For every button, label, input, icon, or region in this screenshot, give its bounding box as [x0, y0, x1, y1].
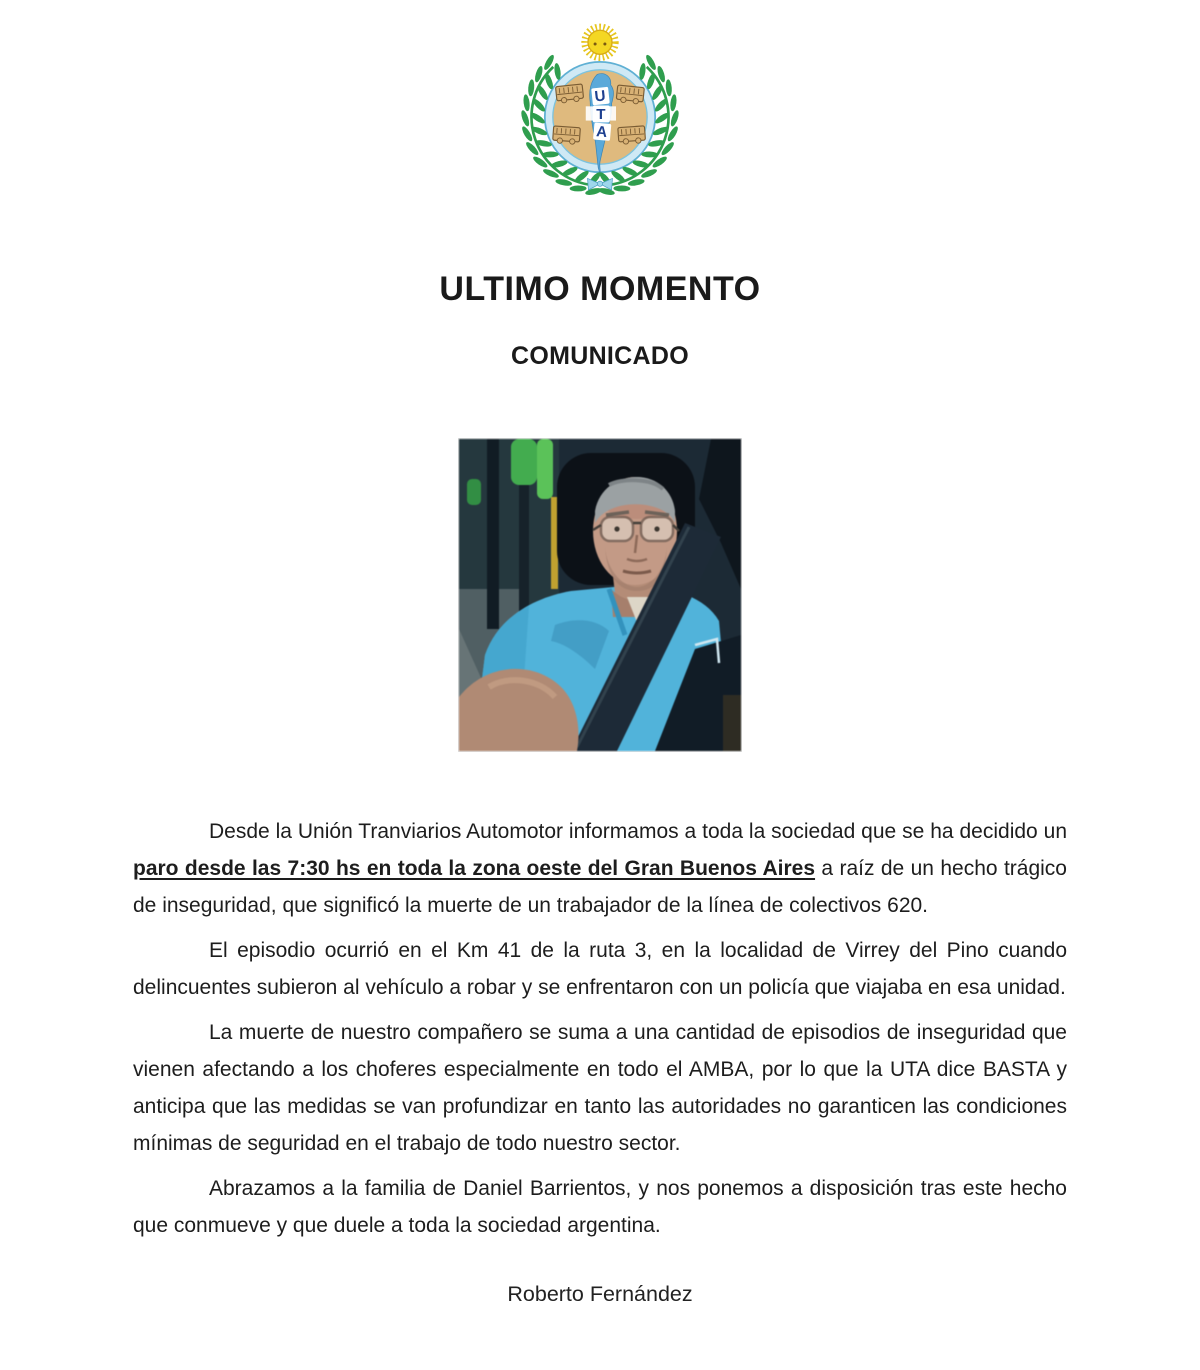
paragraph-4: Abrazamos a la familia de Daniel Barrientos, y nos ponemos a disposición tras este hecho que conmueve y que duele a toda la sociedad argentina.	[133, 1177, 1067, 1238]
driver-photo	[459, 439, 741, 751]
uta-letter-u: U	[593, 87, 607, 106]
uta-letter-t: T	[596, 105, 606, 123]
sun-icon	[585, 27, 615, 57]
paragraph-1-emphasis: paro desde las 7:30 hs en toda la zona oeste del Gran Buenos Aires	[133, 857, 816, 881]
uta-letter-a: A	[595, 123, 608, 142]
wreath-bow-icon	[588, 178, 613, 190]
paragraph-1	[133, 813, 1067, 924]
page-title: ULTIMO MOMENTO	[439, 269, 761, 308]
paragraph-1-tail: a raíz de un hecho trágico de inseguridad, que significó la muerte de un trabajador de la línea de colectivos 620.	[133, 857, 1067, 918]
uta-letters	[591, 87, 611, 141]
paragraph-3: La muerte de nuestro compañero se suma a una cantidad de episodios de inseguridad que vienen afectando a los choferes especialmente en todo el AMBA, por lo que la UTA dice BASTA y anticipa que las medidas se van profundizar en tanto las autoridades no garanticen las condiciones mínimas de seguridad en el trabajo de todo nuestro sector.	[133, 1021, 1067, 1156]
uta-logo-graphic	[511, 12, 689, 201]
driver-photo-illustration	[459, 439, 741, 751]
paragraph-1-lead: Desde la Unión Tranviarios Automotor informamos a toda la sociedad que se ha decidido un	[209, 820, 1067, 844]
paragraph-2: El episodio ocurrió en el Km 41 de la ruta 3, en la localidad de Virrey del Pino cuando delincuentes subieron al vehículo a robar y se enfrentaron con un policía que viajaba en esa unidad.	[133, 939, 1067, 1000]
document-body	[133, 813, 1067, 1244]
page-subtitle: COMUNICADO	[511, 342, 689, 371]
uta-logo	[511, 12, 689, 201]
signature-name: Roberto Fernández	[507, 1282, 693, 1307]
